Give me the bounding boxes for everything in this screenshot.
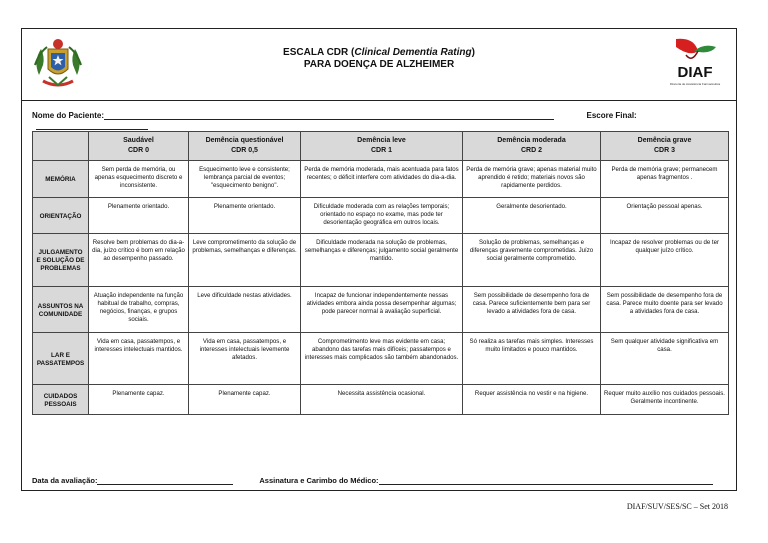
table-cell: Perda de memória grave; apenas material muito aprendido é retido; materiais novos são rapidamente perdidos. (463, 161, 601, 198)
column-title: Demência leve (357, 137, 406, 144)
row-header: ORIENTAÇÃO (33, 198, 89, 234)
table-cell: Incapaz de funcionar independentemente nessas atividades embora ainda possa desempenhar algumas; pode parecer normal à avaliação superficial. (301, 287, 463, 333)
final-score-field[interactable] (36, 120, 148, 130)
table-cell: Incapaz de resolver problemas ou de ter qualquer juízo crítico. (601, 234, 729, 287)
column-title: Demência grave (637, 137, 692, 144)
title-prefix: ESCALA CDR ( (283, 47, 355, 58)
evaluation-date-field[interactable] (97, 475, 233, 485)
form-title (22, 47, 736, 71)
form-footer (32, 475, 728, 485)
row-header: ASSUNTOS NA COMUNIDADE (33, 287, 89, 333)
diaf-logo-text: DIAF (677, 64, 713, 81)
table-row (33, 333, 729, 385)
signature-label: Assinatura e Carimbo do Médico: (259, 476, 379, 485)
title-suffix: ) (471, 47, 475, 58)
evaluation-date-label: Data da avaliação: (32, 476, 98, 485)
row-header: CUIDADOS PESSOAIS (33, 385, 89, 415)
form-subtitle: PARA DOENÇA DE ALZHEIMER (303, 59, 455, 70)
document-code: DIAF/SUV/SES/SC – Set 2018 (626, 502, 728, 511)
column-code: CDR 3 (653, 147, 675, 154)
form-frame (21, 28, 737, 491)
patient-name-field[interactable] (104, 110, 554, 120)
table-row (33, 234, 729, 287)
table-cell: Leve dificuldade nestas atividades. (189, 287, 301, 333)
patient-line (32, 110, 728, 124)
table-row (33, 198, 729, 234)
corner-cell (33, 132, 89, 161)
title-italic: Clinical Dementia Rating (354, 47, 472, 58)
column-code: CRD 2 (520, 147, 542, 154)
table-cell: Solução de problemas, semelhanças e diferenças gravemente comprometidas. Juízo social geralmente comprometido. (463, 234, 601, 287)
table-cell: Vida em casa, passatempos, e interesses intelectuais mantidos. (89, 333, 189, 385)
signature-field[interactable] (379, 475, 713, 485)
diaf-logo (664, 37, 726, 93)
table-cell: Geralmente desorientado. (463, 198, 601, 234)
table-cell: Perda de memória moderada, mais acentuada para fatos recentes; o déficit interfere com atividades do dia-a-dia. (301, 161, 463, 198)
table-cell: Esquecimento leve e consistente; lembrança parcial de eventos; "esquecimento benigno". (189, 161, 301, 198)
cdr-table (32, 131, 729, 415)
table-cell: Só realiza as tarefas mais simples. Interesses muito limitados e pouco mantidos. (463, 333, 601, 385)
table-cell: Vida em casa, passatempos, e interesses intelectuais levemente afetados. (189, 333, 301, 385)
table-cell: Comprometimento leve mas evidente em casa; abandono das tarefas mais difíceis; passatempos e interesses mais complicados são também abandonados. (301, 333, 463, 385)
table-cell: Perda de memória grave; permanecem apenas fragmentos . (601, 161, 729, 198)
table-cell: Requer muito auxílio nos cuidados pessoais. Geralmente incontinente. (601, 385, 729, 415)
table-cell: Sem qualquer atividade significativa em casa. (601, 333, 729, 385)
column-code: CDR 0 (127, 147, 149, 154)
table-cell: Leve comprometimento da solução de problemas, semelhanças e diferenças. (189, 234, 301, 287)
table-cell: Atuação independente na função habitual de trabalho, compras, negócios, finanças, e grupos sociais. (89, 287, 189, 333)
table-header-row (33, 132, 729, 161)
table-cell: Plenamente orientado. (89, 198, 189, 234)
table-cell: Sem perda de memória, ou apenas esquecimento discreto e inconsistente. (89, 161, 189, 198)
column-title: Saudável (123, 137, 154, 144)
table-row (33, 385, 729, 415)
table-cell: Orientação pessoal apenas. (601, 198, 729, 234)
table-cell: Requer assistência no vestir e na higiene. (463, 385, 601, 415)
table-cell: Dificuldade moderada na solução de problemas, semelhanças e diferenças; julgamento social geralmente mantido. (301, 234, 463, 287)
row-header: LAR E PASSATEMPOS (33, 333, 89, 385)
column-header (189, 132, 301, 161)
column-header (463, 132, 601, 161)
column-header (601, 132, 729, 161)
column-header (301, 132, 463, 161)
table-row (33, 287, 729, 333)
column-header (89, 132, 189, 161)
final-score-label: Escore Final: (586, 111, 637, 120)
column-code: CDR 1 (370, 147, 392, 154)
table-cell: Resolve bem problemas do dia-a-dia, juízo crítico é bom em relação ao desempenho passado. (89, 234, 189, 287)
table-cell: Plenamente orientado. (189, 198, 301, 234)
column-title: Demência questionável (205, 137, 284, 144)
table-cell: Necessita assistência ocasional. (301, 385, 463, 415)
column-code: CDR 0,5 (231, 147, 258, 154)
table-cell: Plenamente capaz. (89, 385, 189, 415)
column-title: Demência moderada (497, 137, 566, 144)
table-row (33, 161, 729, 198)
table-cell: Dificuldade moderada com as relações temporais; orientado no espaço no exame, mas pode ter desorientação geográfica em outros locais. (301, 198, 463, 234)
row-header: MEMÓRIA (33, 161, 89, 198)
table-cell: Sem possibilidade de desempenho fora de casa. Parece suficientemente bem para ser levado a atividades fora de casa. (463, 287, 601, 333)
row-header: JULGAMENTO E SOLUÇÃO DE PROBLEMAS (33, 234, 89, 287)
patient-name-label: Nome do Paciente: (32, 111, 105, 120)
table-cell: Plenamente capaz. (189, 385, 301, 415)
table-cell: Sem possibilidade de desempenho fora de casa. Parece muito doente para ser levado a atividades fora de casa. (601, 287, 729, 333)
form-header (22, 29, 736, 101)
diaf-logo-subtext: Diretoria de Assistência Farmacêutica (669, 82, 721, 86)
